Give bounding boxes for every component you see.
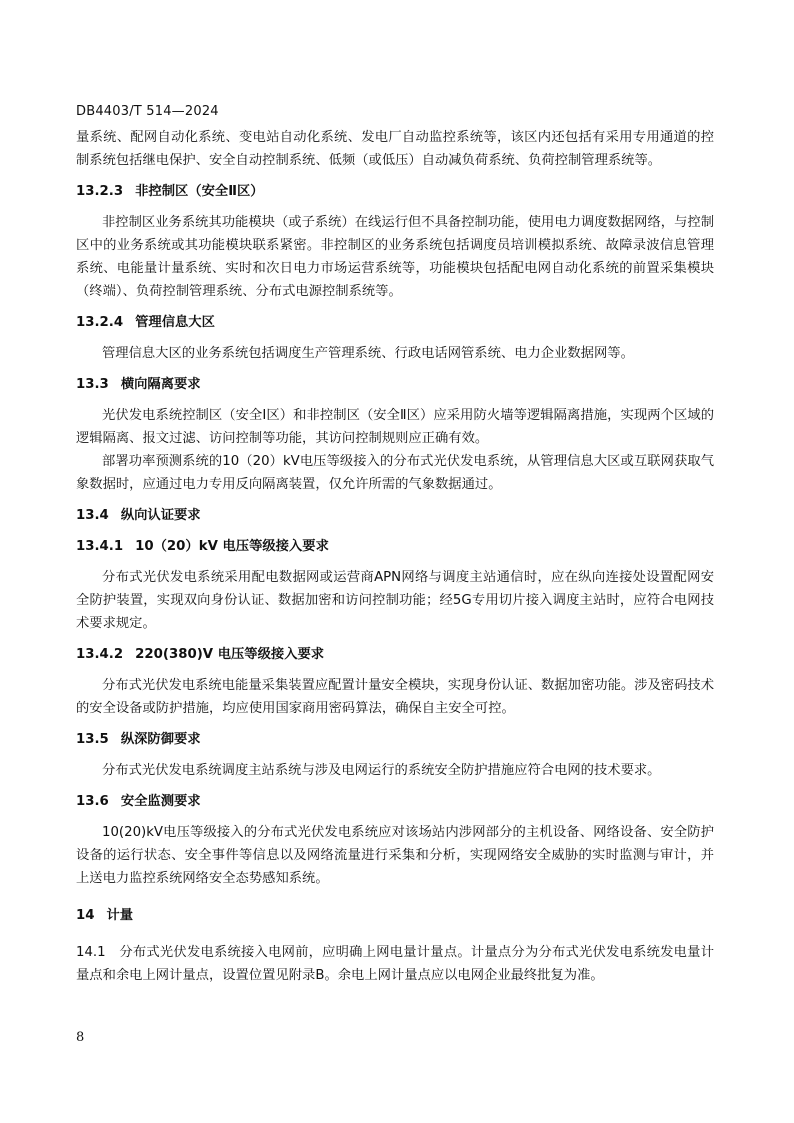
page-number: 8 <box>76 1030 85 1045</box>
paragraph: 分布式光伏发电系统电能量采集装置应配置计量安全模块，实现身份认证、数据加密功能。涉及密码技术的安全设备或防护措施，均应使用国家商用密码算法，确保自主安全可控。 <box>76 678 714 716</box>
paragraph: 分布式光伏发电系统采用配电数据网或运营商APN网络与调度主站通信时，应在纵向连接处设置配网安全防护装置，实现双向身份认证、数据加密和访问控制功能；经5G专用切片接入调度主站时，应符合电网技术要求规定。 <box>76 570 714 631</box>
paragraph: 光伏发电系统控制区（安全Ⅰ区）和非控制区（安全Ⅱ区）应采用防火墙等逻辑隔离措施，实现两个区域的逻辑隔离、报文过滤、访问控制等功能，其访问控制规则应正确有效。 <box>76 408 714 446</box>
chapter-heading-14: 14 计量 <box>76 908 134 923</box>
section-heading-13-4-2: 13.4.2 220(380)V 电压等级接入要求 <box>76 647 325 662</box>
section-heading-13-4: 13.4 纵向认证要求 <box>76 508 201 523</box>
paragraph: 部署功率预测系统的10（20）kV电压等级接入的分布式光伏发电系统，从管理信息大区或互联网获取气象数据时，应通过电力专用反向隔离装置，仅允许所需的气象数据通过。 <box>76 454 714 492</box>
section-heading-13-2-4: 13.2.4 管理信息大区 <box>76 315 215 330</box>
section-heading-13-6: 13.6 安全监测要求 <box>76 794 201 809</box>
paragraph: 14.1 分布式光伏发电系统接入电网前，应明确上网电量计量点。计量点分为分布式光伏发电系统发电量计量点和余电上网计量点，设置位置见附录B。余电上网计量点应以电网企业最终批复为准。 <box>76 945 714 983</box>
page-header-doc-id: DB4403/T 514—2024 <box>76 104 219 119</box>
section-heading-13-4-1: 13.4.1 10（20）kV 电压等级接入要求 <box>76 539 329 554</box>
paragraph: 管理信息大区的业务系统包括调度生产管理系统、行政电话网管系统、电力企业数据网等。 <box>102 346 634 361</box>
section-heading-13-5: 13.5 纵深防御要求 <box>76 732 201 747</box>
paragraph: 分布式光伏发电系统调度主站系统与涉及电网运行的系统安全防护措施应符合电网的技术要求。 <box>102 763 661 778</box>
paragraph: 量系统、配网自动化系统、变电站自动化系统、发电厂自动监控系统等，该区内还包括有采用专用通道的控制系统包括继电保护、安全自动控制系统、低频（或低压）自动减负荷系统、负荷控制管理系统等。 <box>76 130 714 168</box>
paragraph: 10(20)kV电压等级接入的分布式光伏发电系统应对该场站内涉网部分的主机设备、网络设备、安全防护设备的运行状态、安全事件等信息以及网络流量进行采集和分析，实现网络安全威胁的实时监测与审计，并上送电力监控系统网络安全态势感知系统。 <box>76 825 714 886</box>
section-heading-13-2-3: 13.2.3 非控制区（安全Ⅱ区） <box>76 184 264 199</box>
document-body <box>76 126 714 987</box>
section-heading-13-3: 13.3 横向隔离要求 <box>76 377 201 392</box>
paragraph: 非控制区业务系统其功能模块（或子系统）在线运行但不具备控制功能，使用电力调度数据网络，与控制区中的业务系统或其功能模块联系紧密。非控制区的业务系统包括调度员培训模拟系统、故障录波信息管理系统、电能量计量系统、实时和次日电力市场运营系统等，功能模块包括配电网自动化系统的前置采集模块（终端）、负荷控制管理系统、分布式电源控制系统等。 <box>76 215 714 299</box>
